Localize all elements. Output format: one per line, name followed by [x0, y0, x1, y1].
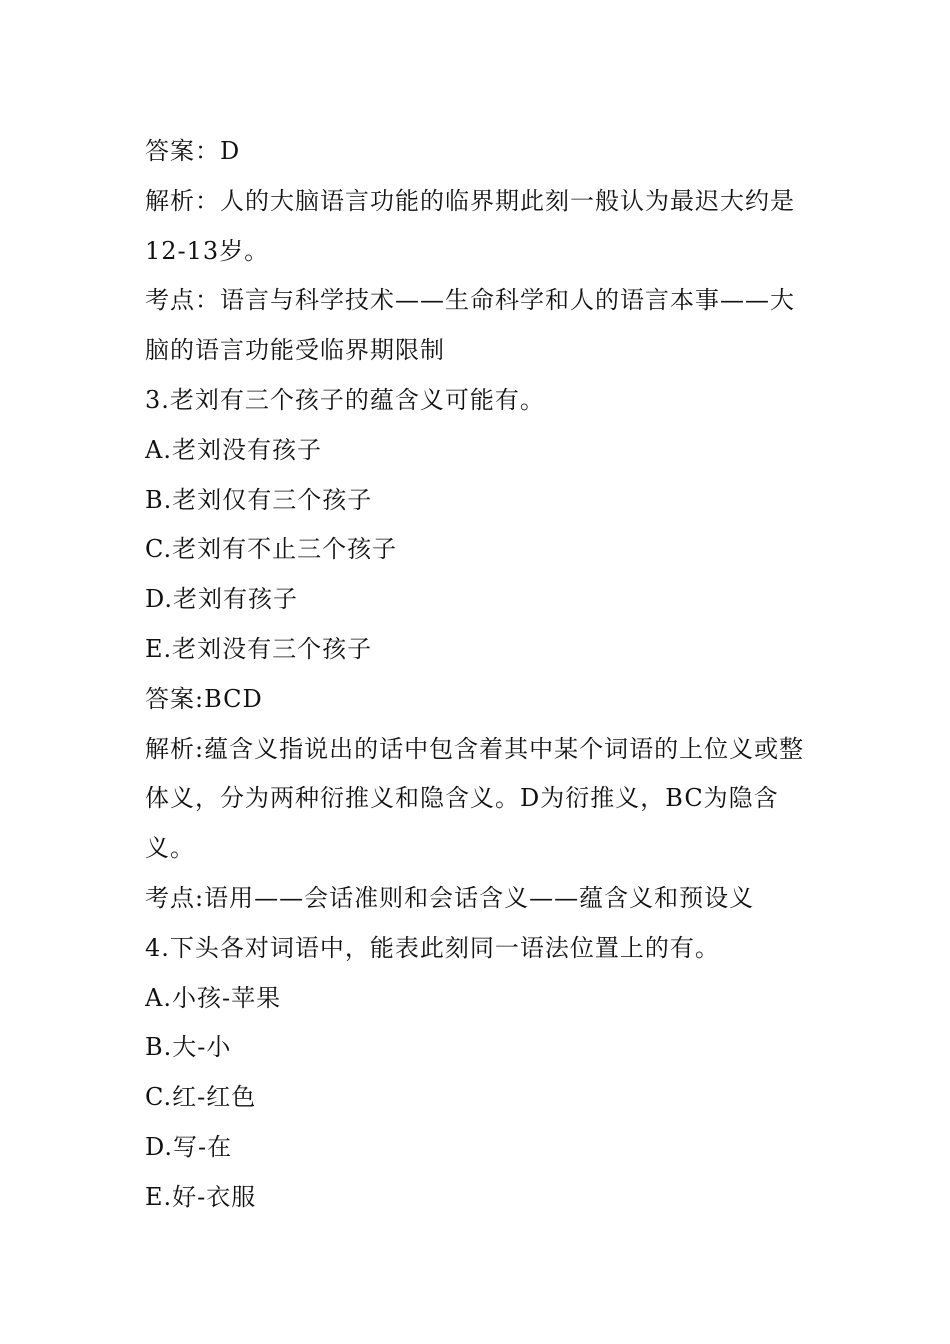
q3-option-b: B.老刘仅有三个孩子: [145, 485, 373, 514]
q2-analysis: 解析：人的大脑语言功能的临界期此刻一般认为最迟大约是12-13岁。: [145, 186, 795, 265]
q2-answer: 答案：D: [145, 137, 241, 165]
q3-option-a: A.老刘没有孩子: [145, 435, 322, 464]
q4-option-e: E.好-衣服: [145, 1182, 257, 1211]
document-body: [145, 127, 810, 1223]
q4-option-c: C.红-红色: [145, 1083, 257, 1112]
q3-option-d: D.老刘有孩子: [145, 585, 299, 614]
q4-option-d: D.写-在: [145, 1132, 233, 1161]
q3-analysis: 解析:蕴含义指说出的话中包含着其中某个词语的上位义或整体义，分为两种衍推义和隐含义。D为衍推义，BC为隐含义。: [145, 734, 805, 863]
q4-option-b: B.大-小: [145, 1033, 232, 1062]
q2-exam-point: 考点：语言与科学技术——生命科学和人的语言本事——大脑的语言功能受临界期限制: [145, 286, 795, 365]
q4-stem: 4.下头各对词语中，能表此刻同一语法位置上的有。: [145, 933, 720, 962]
q3-exam-point: 考点:语用——会话准则和会话含义——蕴含义和预设义: [145, 883, 755, 912]
q4-option-a: A.小孩-苹果: [145, 983, 282, 1012]
q3-stem: 3.老刘有三个孩子的蕴含义可能有。: [145, 385, 545, 414]
q3-answer: 答案:BCD: [145, 684, 263, 713]
q3-option-c: C.老刘有不止三个孩子: [145, 535, 398, 564]
q3-option-e: E.老刘没有三个孩子: [145, 634, 373, 663]
